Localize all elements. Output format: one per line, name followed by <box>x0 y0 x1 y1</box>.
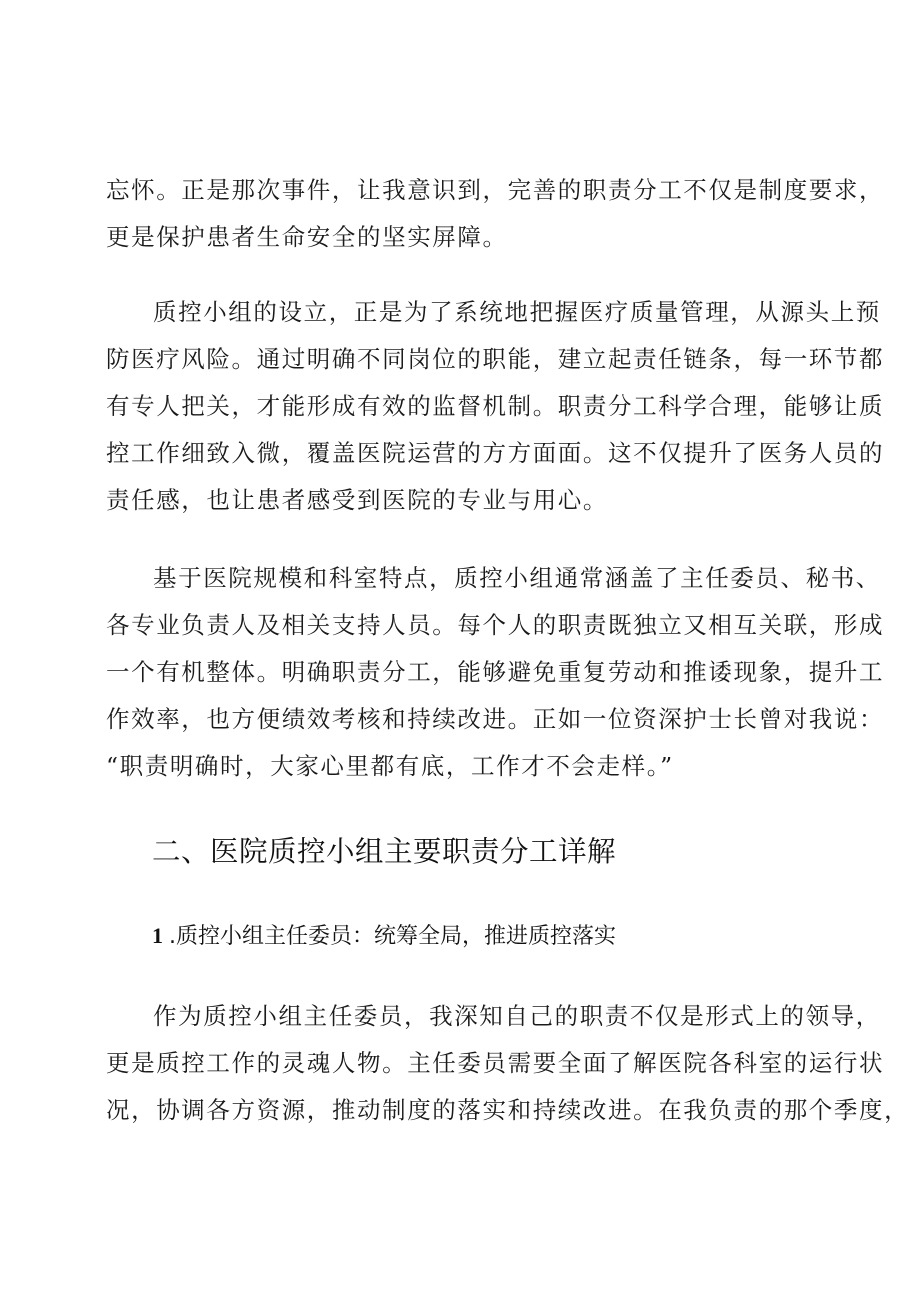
paragraph-1-line-2: 更是保护患者生命安全的坚实屏障。 <box>106 223 508 251</box>
paragraph-4-line-1: 作为质控小组主任委员，我深知自己的职责不仅是形式上的领导， <box>153 1002 881 1030</box>
subsection-heading <box>152 914 616 959</box>
paragraph-2 <box>106 289 885 524</box>
paragraph-2-line-1: 质控小组的设立，正是为了系统地把握医疗质量管理，从源头上预 <box>153 298 881 326</box>
paragraph-1-line-1: 忘怀。正是那次事件，让我意识到，完善的职责分工不仅是制度要求， <box>106 176 885 204</box>
paragraph-3 <box>106 555 885 790</box>
subsection-title: .质控小组主任委员：统筹全局，推进质控落实 <box>169 924 616 949</box>
paragraph-4 <box>106 993 910 1134</box>
paragraph-3-line-4: 作效率，也方便绩效考核和持续改进。正如一位资深护士长曾对我说： <box>106 705 885 733</box>
paragraph-2-line-4: 控工作细致入微，覆盖医院运营的方方面面。这不仅提升了医务人员的 <box>106 439 885 467</box>
paragraph-3-line-3: 一个有机整体。明确职责分工，能够避免重复劳动和推诿现象，提升工 <box>106 658 885 686</box>
paragraph-1 <box>106 167 885 261</box>
paragraph-3-line-1: 基于医院规模和科室特点，质控小组通常涵盖了主任委员、秘书、 <box>153 564 881 592</box>
paragraph-2-line-2: 防医疗风险。通过明确不同岗位的职能，建立起责任链条，每一环节都 <box>106 345 885 373</box>
paragraph-4-line-3: 况，协调各方资源，推动制度的落实和持续改进。在我负责的那个季度， <box>106 1096 910 1124</box>
paragraph-2-line-3: 有专人把关，才能形成有效的监督机制。职责分工科学合理，能够让质 <box>106 392 885 420</box>
paragraph-3-line-5: “职责明确时，大家心里都有底，工作才不会走样。” <box>106 752 674 780</box>
section-heading: 二、医院质控小组主要职责分工详解 <box>152 835 617 868</box>
paragraph-2-line-5: 责任感，也让患者感受到医院的专业与用心。 <box>106 486 608 514</box>
subsection-number: 1 <box>152 923 163 948</box>
paragraph-4-line-2: 更是质控工作的灵魂人物。主任委员需要全面了解医院各科室的运行状 <box>106 1049 885 1077</box>
paragraph-3-line-2: 各专业负责人及相关支持人员。每个人的职责既独立又相互关联，形成 <box>106 611 885 639</box>
